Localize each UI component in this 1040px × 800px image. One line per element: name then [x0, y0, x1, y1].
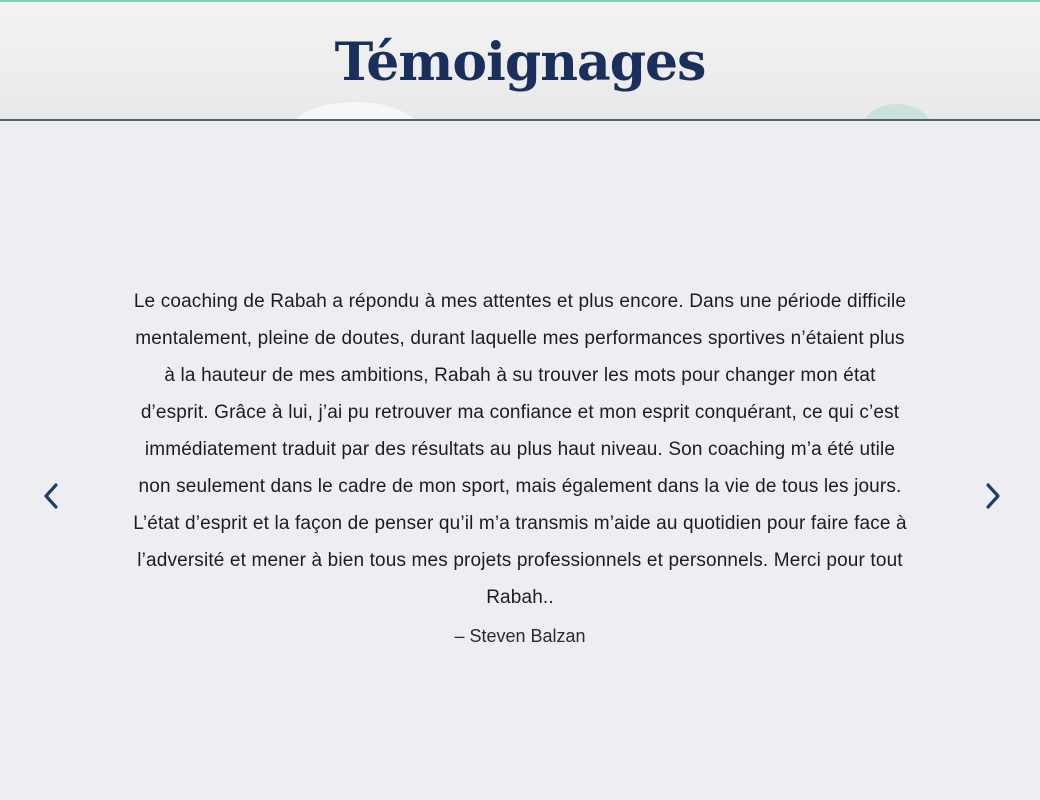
section-header: [0, 2, 1040, 121]
carousel-prev-button[interactable]: [34, 478, 70, 514]
testimonial-carousel: [0, 121, 1040, 800]
chevron-right-icon: [982, 481, 1002, 511]
testimonial-quote: Le coaching de Rabah a répondu à mes attentes et plus encore. Dans une période difficile mentalement, pleine de doutes, durant laquelle mes performances sportives n’étaient plus à la hauteur de mes ambitions, Rabah à su trouver les mots pour changer mon état d’esprit. Grâce à lui, j’ai pu retrouver ma confiance et mon esprit conquérant, ce qui c’est immédiatement traduit par des résultats au plus haut niveau. Son coaching m’a été utile non seulement dans le cadre de mon sport, mais également dans la vie de tous les jours. L’état d’esprit et la façon de penser qu’il m’a transmis m’aide au quotidien pour faire face à l’adversité et mener à bien tous mes projets professionnels et personnels. Merci pour tout Rabah..: [133, 291, 907, 608]
section-title: Témoignages: [334, 32, 706, 93]
decorative-blob-teal: [862, 104, 932, 121]
testimonial-author: – Steven Balzan: [454, 626, 586, 646]
decorative-blob-white: [290, 102, 420, 121]
chevron-left-icon: [42, 481, 62, 511]
carousel-next-button[interactable]: [974, 478, 1010, 514]
testimonial-slide: [130, 283, 910, 647]
